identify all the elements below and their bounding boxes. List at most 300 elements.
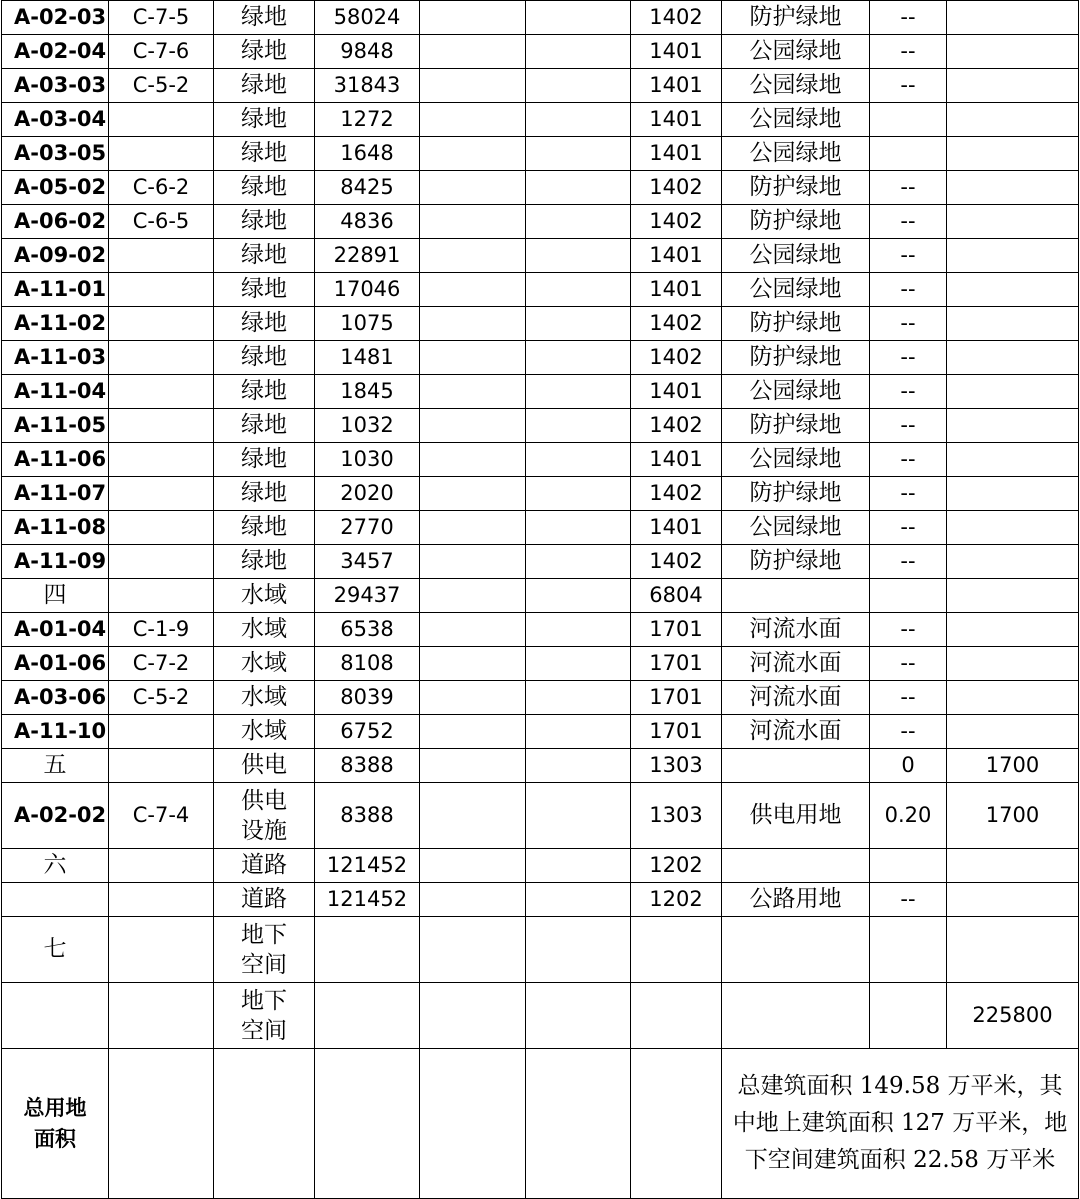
- table-cell: A-05-02: [2, 171, 109, 205]
- table-cell: 1648: [315, 137, 420, 171]
- table-row: [2, 239, 1079, 273]
- table-cell: 1402: [631, 307, 722, 341]
- table-cell: 1701: [631, 715, 722, 749]
- table-cell: 水域: [214, 579, 315, 613]
- table-cell: A-01-06: [2, 647, 109, 681]
- table-cell: 公园绿地: [722, 375, 870, 409]
- table-cell: 121452: [315, 849, 420, 883]
- table-cell: 公园绿地: [722, 103, 870, 137]
- table-cell: 1401: [631, 69, 722, 103]
- table-cell: 1402: [631, 477, 722, 511]
- table-cell: [420, 137, 526, 171]
- table-cell: [109, 983, 214, 1049]
- table-cell: [109, 443, 214, 477]
- table-cell: 1075: [315, 307, 420, 341]
- table-cell: [526, 103, 631, 137]
- table-cell: 公园绿地: [722, 273, 870, 307]
- table-cell: [870, 983, 947, 1049]
- table-cell: [526, 273, 631, 307]
- table-cell: [109, 883, 214, 917]
- table-cell: 六: [2, 849, 109, 883]
- table-body: [2, 1, 1079, 1199]
- table-row: [2, 783, 1079, 849]
- table-cell: [526, 477, 631, 511]
- table-cell: [420, 443, 526, 477]
- table-cell: [420, 341, 526, 375]
- table-cell: [420, 103, 526, 137]
- table-cell: 绿地: [214, 341, 315, 375]
- land-use-table: [1, 0, 1079, 1199]
- table-cell: C-6-2: [109, 171, 214, 205]
- table-row: [2, 307, 1079, 341]
- table-cell: C-7-6: [109, 35, 214, 69]
- table-cell: 2020: [315, 477, 420, 511]
- table-cell: 防护绿地: [722, 341, 870, 375]
- table-cell: 225800: [947, 983, 1079, 1049]
- table-cell: 17046: [315, 273, 420, 307]
- table-cell: --: [870, 205, 947, 239]
- table-cell: 供电设施: [214, 783, 315, 849]
- table-cell: 绿地: [214, 307, 315, 341]
- table-cell: 道路: [214, 883, 315, 917]
- table-cell: [526, 681, 631, 715]
- table-cell: A-03-06: [2, 681, 109, 715]
- table-cell: 防护绿地: [722, 171, 870, 205]
- table-cell: 防护绿地: [722, 1, 870, 35]
- table-cell: [526, 883, 631, 917]
- table-row: [2, 647, 1079, 681]
- table-cell: [870, 849, 947, 883]
- table-row: [2, 273, 1079, 307]
- table-cell: 水域: [214, 681, 315, 715]
- table-cell: [526, 983, 631, 1049]
- table-cell: [947, 307, 1079, 341]
- table-cell: 防护绿地: [722, 205, 870, 239]
- table-cell: [420, 579, 526, 613]
- table-cell: [526, 375, 631, 409]
- table-cell: [526, 647, 631, 681]
- table-cell: 1481: [315, 341, 420, 375]
- table-cell: A-03-03: [2, 69, 109, 103]
- table-cell: 绿地: [214, 545, 315, 579]
- table-cell: 地下空间: [214, 983, 315, 1049]
- table-cell: [722, 579, 870, 613]
- table-row: [2, 137, 1079, 171]
- table-cell: 防护绿地: [722, 409, 870, 443]
- table-cell: [420, 613, 526, 647]
- table-cell: 公园绿地: [722, 239, 870, 273]
- table-row: [2, 1, 1079, 35]
- table-cell: [109, 103, 214, 137]
- table-cell: 五: [2, 749, 109, 783]
- table-cell: 9848: [315, 35, 420, 69]
- table-cell: [420, 205, 526, 239]
- table-cell: [109, 917, 214, 983]
- table-cell: 防护绿地: [722, 545, 870, 579]
- table-cell: --: [870, 35, 947, 69]
- table-row: [2, 511, 1079, 545]
- table-cell: [109, 409, 214, 443]
- table-cell: --: [870, 239, 947, 273]
- table-cell: [420, 477, 526, 511]
- table-cell: 河流水面: [722, 681, 870, 715]
- table-cell: [109, 375, 214, 409]
- table-cell: 水域: [214, 647, 315, 681]
- table-cell: 1032: [315, 409, 420, 443]
- table-cell: A-11-04: [2, 375, 109, 409]
- table-cell: 公园绿地: [722, 511, 870, 545]
- table-cell: 绿地: [214, 205, 315, 239]
- table-cell: [315, 983, 420, 1049]
- table-cell: [526, 783, 631, 849]
- table-cell: 绿地: [214, 511, 315, 545]
- table-cell: --: [870, 375, 947, 409]
- table-cell: --: [870, 715, 947, 749]
- table-cell: [722, 749, 870, 783]
- table-cell: [526, 917, 631, 983]
- table-cell: A-03-04: [2, 103, 109, 137]
- table-cell: [2, 883, 109, 917]
- table-cell: C-5-2: [109, 681, 214, 715]
- table-cell: [526, 613, 631, 647]
- table-cell: 0: [870, 749, 947, 783]
- table-cell: [722, 849, 870, 883]
- table-cell: [2, 983, 109, 1049]
- table-row: [2, 681, 1079, 715]
- table-cell: --: [870, 307, 947, 341]
- table-cell: 1303: [631, 749, 722, 783]
- table-cell: 1701: [631, 647, 722, 681]
- table-cell: 河流水面: [722, 715, 870, 749]
- table-cell: [526, 137, 631, 171]
- table-cell: 1202: [631, 883, 722, 917]
- table-cell: [526, 443, 631, 477]
- table-cell: [526, 341, 631, 375]
- table-cell: 七: [2, 917, 109, 983]
- table-cell: [631, 1049, 722, 1199]
- table-cell: [109, 273, 214, 307]
- table-cell: [420, 783, 526, 849]
- table-cell: 1700: [947, 783, 1079, 849]
- table-cell: --: [870, 341, 947, 375]
- table-row: [2, 715, 1079, 749]
- table-cell: [109, 579, 214, 613]
- table-row: [2, 849, 1079, 883]
- table-cell: [947, 849, 1079, 883]
- table-cell: 1401: [631, 239, 722, 273]
- table-row: [2, 171, 1079, 205]
- table-row: [2, 443, 1079, 477]
- table-cell: [947, 917, 1079, 983]
- total-note: 总建筑面积 149.58 万平米，其中地上建筑面积 127 万平米，地下空间建筑面积 22.58 万平米: [722, 1049, 1079, 1199]
- table-cell: [420, 749, 526, 783]
- table-cell: [870, 103, 947, 137]
- table-cell: [870, 917, 947, 983]
- table-cell: 1401: [631, 103, 722, 137]
- table-cell: [526, 545, 631, 579]
- table-cell: A-11-07: [2, 477, 109, 511]
- table-cell: 供电用地: [722, 783, 870, 849]
- table-cell: --: [870, 171, 947, 205]
- table-cell: [870, 579, 947, 613]
- table-cell: 1402: [631, 205, 722, 239]
- table-cell: 绿地: [214, 1, 315, 35]
- table-cell: 绿地: [214, 477, 315, 511]
- table-cell: [420, 273, 526, 307]
- table-cell: 水域: [214, 613, 315, 647]
- table-cell: 绿地: [214, 239, 315, 273]
- table-cell: 道路: [214, 849, 315, 883]
- table-cell: 1401: [631, 273, 722, 307]
- table-cell: C-1-9: [109, 613, 214, 647]
- table-cell: [947, 273, 1079, 307]
- table-row: [2, 883, 1079, 917]
- table-cell: [631, 983, 722, 1049]
- table-cell: [420, 849, 526, 883]
- table-cell: [526, 35, 631, 69]
- table-cell: 绿地: [214, 103, 315, 137]
- table-cell: 1401: [631, 511, 722, 545]
- table-cell: 1402: [631, 545, 722, 579]
- table-cell: [526, 239, 631, 273]
- table-cell: 1272: [315, 103, 420, 137]
- table-cell: [526, 1, 631, 35]
- table-cell: 1402: [631, 409, 722, 443]
- table-cell: [420, 883, 526, 917]
- table-cell: 31843: [315, 69, 420, 103]
- table-cell: C-7-2: [109, 647, 214, 681]
- table-cell: [109, 341, 214, 375]
- table-cell: [947, 647, 1079, 681]
- table-cell: 3457: [315, 545, 420, 579]
- table-cell: A-02-03: [2, 1, 109, 35]
- table-cell: [870, 137, 947, 171]
- table-cell: 8108: [315, 647, 420, 681]
- table-cell: 1402: [631, 171, 722, 205]
- table-row: [2, 579, 1079, 613]
- table-cell: [109, 1049, 214, 1199]
- table-cell: [109, 545, 214, 579]
- table-cell: A-06-02: [2, 205, 109, 239]
- table-cell: 6538: [315, 613, 420, 647]
- table-cell: [947, 171, 1079, 205]
- table-row: [2, 983, 1079, 1049]
- table-cell: 1402: [631, 1, 722, 35]
- table-cell: A-11-06: [2, 443, 109, 477]
- table-cell: [109, 849, 214, 883]
- table-cell: 防护绿地: [722, 307, 870, 341]
- table-cell: 8388: [315, 749, 420, 783]
- table-cell: 水域: [214, 715, 315, 749]
- table-cell: [420, 69, 526, 103]
- table-cell: [947, 1, 1079, 35]
- table-cell: [420, 647, 526, 681]
- table-row: [2, 341, 1079, 375]
- table-cell: [526, 715, 631, 749]
- table-cell: --: [870, 69, 947, 103]
- table-cell: 121452: [315, 883, 420, 917]
- table-cell: 58024: [315, 1, 420, 35]
- table-cell: --: [870, 613, 947, 647]
- table-cell: [947, 137, 1079, 171]
- table-cell: C-5-2: [109, 69, 214, 103]
- table-cell: A-11-09: [2, 545, 109, 579]
- table-cell: [420, 307, 526, 341]
- table-cell: 6752: [315, 715, 420, 749]
- table-cell: [947, 35, 1079, 69]
- table-cell: A-02-04: [2, 35, 109, 69]
- table-cell: 绿地: [214, 35, 315, 69]
- table-cell: --: [870, 883, 947, 917]
- table-cell: --: [870, 681, 947, 715]
- table-row: [2, 35, 1079, 69]
- table-cell: [526, 171, 631, 205]
- table-cell: [420, 983, 526, 1049]
- table-cell: 河流水面: [722, 613, 870, 647]
- table-cell: [526, 579, 631, 613]
- table-cell: [109, 715, 214, 749]
- table-cell: 绿地: [214, 273, 315, 307]
- table-row: [2, 477, 1079, 511]
- table-cell: 四: [2, 579, 109, 613]
- table-cell: --: [870, 273, 947, 307]
- table-cell: 供电: [214, 749, 315, 783]
- table-cell: 1401: [631, 35, 722, 69]
- table-row: [2, 375, 1079, 409]
- table-cell: --: [870, 443, 947, 477]
- table-cell: [420, 681, 526, 715]
- table-cell: [420, 171, 526, 205]
- table-cell: [420, 239, 526, 273]
- table-cell: 地下空间: [214, 917, 315, 983]
- table-cell: [214, 1049, 315, 1199]
- table-cell: --: [870, 545, 947, 579]
- table-cell: [526, 409, 631, 443]
- table-cell: [420, 375, 526, 409]
- table-cell: 6804: [631, 579, 722, 613]
- table-cell: [420, 545, 526, 579]
- table-cell: [947, 239, 1079, 273]
- table-cell: C-7-5: [109, 1, 214, 35]
- table-cell: [526, 849, 631, 883]
- table-cell: 2770: [315, 511, 420, 545]
- table-row: [2, 917, 1079, 983]
- table-cell: [947, 681, 1079, 715]
- table-cell: 29437: [315, 579, 420, 613]
- table-cell: A-11-02: [2, 307, 109, 341]
- table-cell: [315, 917, 420, 983]
- table-cell: [722, 983, 870, 1049]
- table-cell: A-11-03: [2, 341, 109, 375]
- table-cell: 公园绿地: [722, 443, 870, 477]
- table-cell: 绿地: [214, 69, 315, 103]
- table-row: [2, 69, 1079, 103]
- table-cell: C-6-5: [109, 205, 214, 239]
- table-cell: A-01-04: [2, 613, 109, 647]
- table-cell: [947, 409, 1079, 443]
- table-row: [2, 205, 1079, 239]
- table-cell: 22891: [315, 239, 420, 273]
- table-cell: [526, 205, 631, 239]
- table-cell: [526, 69, 631, 103]
- total-row: [2, 1049, 1079, 1199]
- table-cell: A-09-02: [2, 239, 109, 273]
- table-cell: [947, 477, 1079, 511]
- table-cell: [722, 917, 870, 983]
- table-cell: 4836: [315, 205, 420, 239]
- table-cell: 公路用地: [722, 883, 870, 917]
- table-cell: [109, 307, 214, 341]
- table-cell: [947, 69, 1079, 103]
- table-cell: --: [870, 477, 947, 511]
- table-cell: [315, 1049, 420, 1199]
- table-cell: [947, 883, 1079, 917]
- table-cell: 1401: [631, 443, 722, 477]
- table-cell: [947, 205, 1079, 239]
- table-cell: [947, 613, 1079, 647]
- table-cell: [420, 409, 526, 443]
- table-cell: 1701: [631, 613, 722, 647]
- table-cell: A-11-01: [2, 273, 109, 307]
- table-cell: 8388: [315, 783, 420, 849]
- table-cell: 1202: [631, 849, 722, 883]
- table-cell: [947, 579, 1079, 613]
- table-cell: A-11-05: [2, 409, 109, 443]
- table-cell: [420, 1, 526, 35]
- table-cell: 1700: [947, 749, 1079, 783]
- table-cell: [526, 307, 631, 341]
- table-cell: [947, 443, 1079, 477]
- table-cell: [631, 917, 722, 983]
- table-row: [2, 613, 1079, 647]
- table-cell: 1401: [631, 137, 722, 171]
- table-cell: A-11-08: [2, 511, 109, 545]
- table-cell: --: [870, 1, 947, 35]
- table-cell: [947, 715, 1079, 749]
- table-cell: [109, 477, 214, 511]
- table-cell: 公园绿地: [722, 137, 870, 171]
- table-cell: 防护绿地: [722, 477, 870, 511]
- table-row: [2, 409, 1079, 443]
- total-label: 总用地面积: [2, 1049, 109, 1199]
- table-row: [2, 103, 1079, 137]
- table-row: [2, 749, 1079, 783]
- table-cell: 1303: [631, 783, 722, 849]
- table-cell: 绿地: [214, 409, 315, 443]
- table-cell: 1402: [631, 341, 722, 375]
- table-cell: 1845: [315, 375, 420, 409]
- table-cell: 0.20: [870, 783, 947, 849]
- table-cell: C-7-4: [109, 783, 214, 849]
- table-cell: 绿地: [214, 137, 315, 171]
- table-cell: 1030: [315, 443, 420, 477]
- table-cell: 公园绿地: [722, 35, 870, 69]
- table-cell: [526, 511, 631, 545]
- table-cell: [947, 103, 1079, 137]
- table-cell: 河流水面: [722, 647, 870, 681]
- table-cell: 绿地: [214, 171, 315, 205]
- table-cell: [526, 1049, 631, 1199]
- table-cell: [109, 137, 214, 171]
- table-cell: [109, 749, 214, 783]
- table-cell: A-11-10: [2, 715, 109, 749]
- table-cell: A-03-05: [2, 137, 109, 171]
- table-cell: 1401: [631, 375, 722, 409]
- table-cell: --: [870, 647, 947, 681]
- table-cell: [947, 545, 1079, 579]
- table-cell: 绿地: [214, 375, 315, 409]
- table-cell: [947, 511, 1079, 545]
